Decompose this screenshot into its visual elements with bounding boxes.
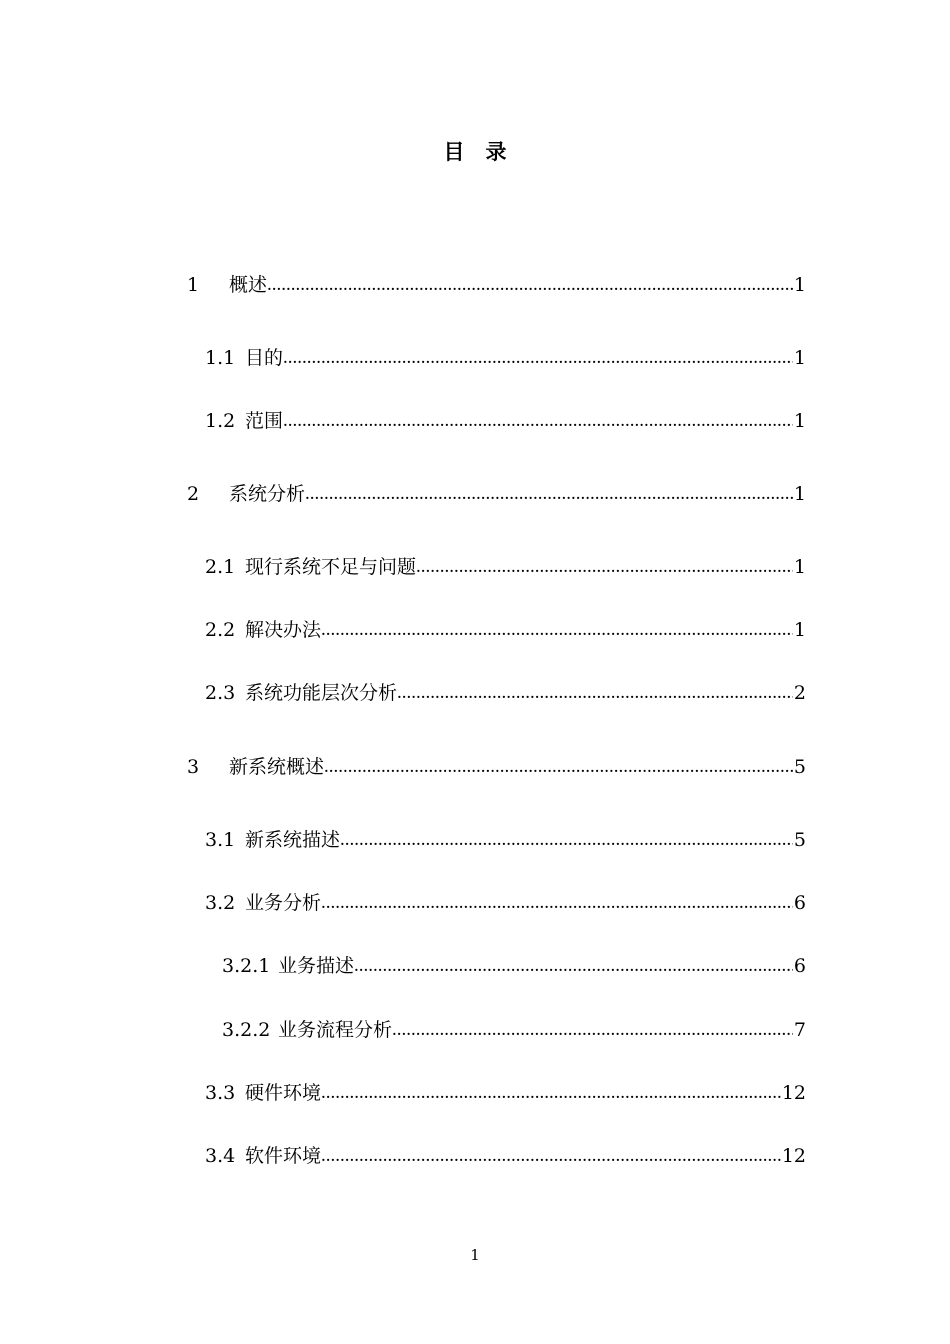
toc-leader-dots [397, 681, 793, 705]
toc-leader-dots [283, 409, 793, 433]
toc-entry[interactable] [205, 891, 806, 915]
toc-entry-page: 2 [793, 682, 806, 704]
toc-entry-page: 1 [793, 556, 806, 578]
toc-entry-label: 业务分析 [245, 892, 322, 914]
toc-entry-page: 7 [793, 1019, 806, 1041]
toc-entry-label: 解决办法 [245, 619, 322, 641]
toc-entry-number: 2.3 [205, 682, 236, 704]
toc-entry-number: 3 [187, 756, 200, 778]
toc-entry-label: 范围 [245, 410, 284, 432]
toc-entry-label: 业务描述 [278, 955, 355, 977]
toc-entry-number: 3.3 [205, 1082, 236, 1104]
toc-entry-label: 新系统描述 [245, 829, 341, 851]
toc-entry-page: 6 [793, 892, 806, 914]
toc-title: 目 录 [443, 139, 507, 164]
toc-entry-number: 3.2 [205, 892, 236, 914]
toc-entry-number: 3.2.1 [222, 955, 271, 977]
toc-entry[interactable] [187, 482, 806, 506]
toc-entry-label: 新系统概述 [229, 756, 325, 778]
toc-entry-number: 2 [187, 483, 200, 505]
toc-entry[interactable] [205, 828, 806, 852]
toc-entry-number: 1.2 [205, 410, 236, 432]
toc-entry[interactable] [205, 618, 806, 642]
toc-entry[interactable] [222, 954, 806, 978]
toc-leader-dots [321, 1081, 781, 1105]
toc-leader-dots [340, 828, 793, 852]
toc-entry[interactable] [222, 1018, 806, 1042]
toc-leader-dots [354, 954, 793, 978]
toc-entry-label: 系统分析 [229, 483, 306, 505]
toc-entry-page: 1 [793, 483, 806, 505]
toc-entry-label: 软件环境 [245, 1145, 322, 1167]
toc-leader-dots [267, 273, 793, 297]
toc-entry-page: 5 [793, 829, 806, 851]
toc-entry-number: 2.1 [205, 556, 236, 578]
toc-entry[interactable] [187, 273, 806, 297]
toc-entry-page: 12 [781, 1145, 806, 1167]
page-number-footer: 1 [470, 1246, 480, 1264]
toc-leader-dots [392, 1018, 793, 1042]
toc-leader-dots [321, 1144, 781, 1168]
toc-entry-page: 5 [793, 756, 806, 778]
toc-entry-label: 业务流程分析 [278, 1019, 393, 1041]
toc-entry[interactable] [205, 409, 806, 433]
toc-entry[interactable] [205, 555, 806, 579]
toc-entry-number: 1 [187, 274, 200, 296]
toc-entry-page: 1 [793, 347, 806, 369]
toc-entry-page: 1 [793, 619, 806, 641]
toc-entry-number: 2.2 [205, 619, 236, 641]
toc-entry-label: 硬件环境 [245, 1082, 322, 1104]
toc-entry-page: 1 [793, 410, 806, 432]
toc-leader-dots [321, 891, 793, 915]
toc-entry-label: 系统功能层次分析 [245, 682, 398, 704]
toc-entry-page: 6 [793, 955, 806, 977]
toc-entry-label: 目的 [245, 347, 284, 369]
toc-entry-number: 3.2.2 [222, 1019, 271, 1041]
toc-leader-dots [416, 555, 793, 579]
toc-entry-page: 1 [793, 274, 806, 296]
toc-entry-page: 12 [781, 1082, 806, 1104]
toc-leader-dots [321, 618, 793, 642]
toc-leader-dots [305, 482, 793, 506]
toc-entry-number: 3.1 [205, 829, 236, 851]
toc-entry-label: 现行系统不足与问题 [245, 556, 417, 578]
toc-entry[interactable] [187, 755, 806, 779]
toc-entry[interactable] [205, 1081, 806, 1105]
toc-entry-number: 3.4 [205, 1145, 236, 1167]
toc-leader-dots [324, 755, 793, 779]
toc-entry[interactable] [205, 346, 806, 370]
toc-leader-dots [283, 346, 793, 370]
toc-entry[interactable] [205, 681, 806, 705]
toc-entry-number: 1.1 [205, 347, 236, 369]
toc-entry[interactable] [205, 1144, 806, 1168]
toc-entry-label: 概述 [229, 274, 268, 296]
